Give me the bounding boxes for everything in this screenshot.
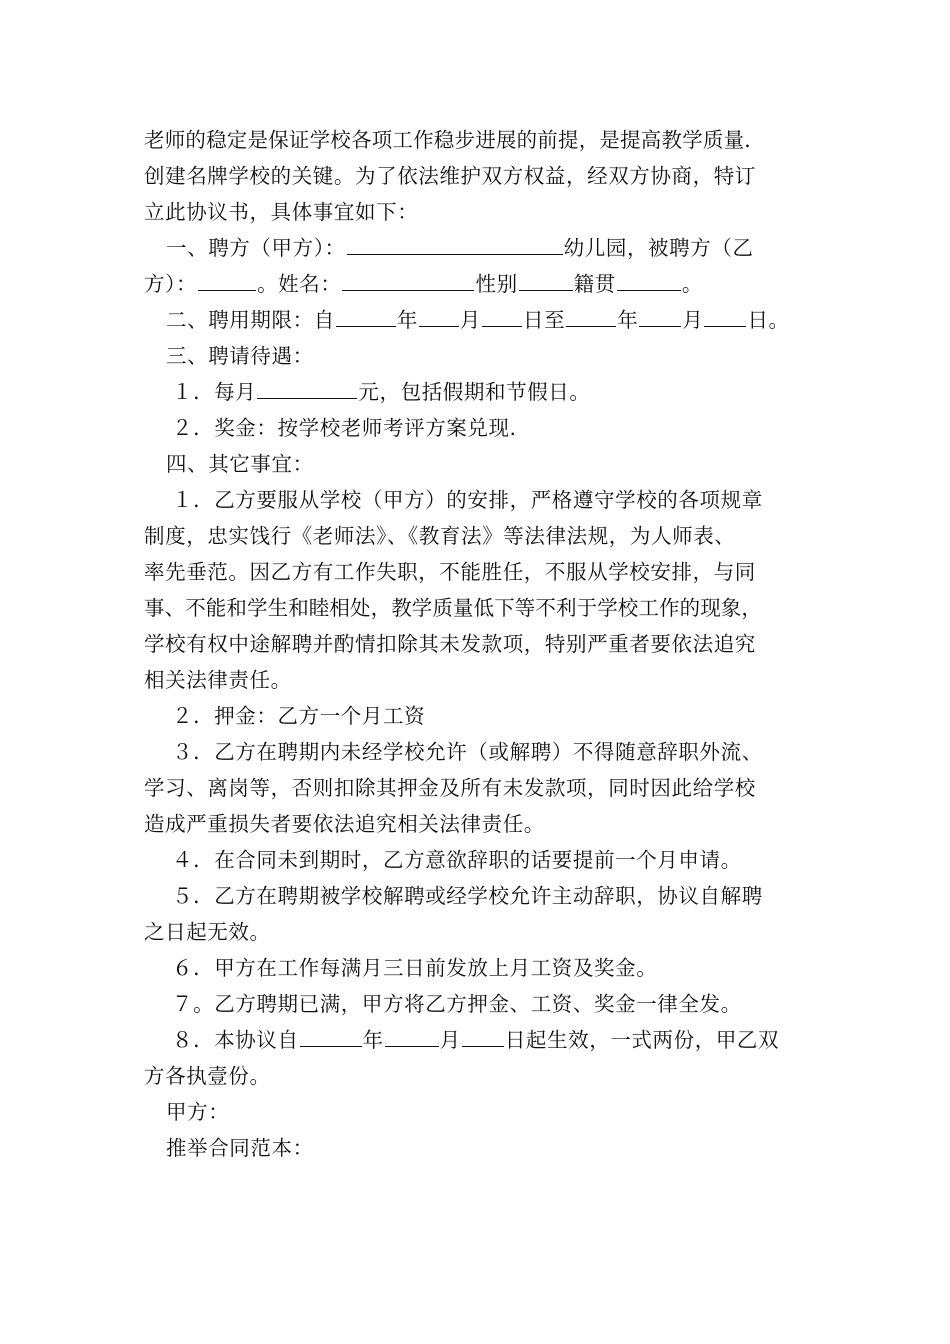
paragraph-line: 造成严重损失者要依法追究相关法律责任。 <box>144 812 545 836</box>
effective-year-blank <box>300 1026 362 1047</box>
paragraph-line: 老师的稳定是保证学校各项工作稳步进展的前提，是提高教学质量． <box>144 128 765 152</box>
paragraph-line: ３．乙方在聘期内未经学校允许（或解聘）不得随意辞职外流、 <box>172 740 763 764</box>
paragraph-line: １．乙方要服从学校（甲方）的安排，严格遵守学校的各项规章 <box>172 488 763 512</box>
party-a-label: 甲方： <box>166 1100 230 1124</box>
end-month-blank <box>639 306 681 327</box>
paragraph-line: 相关法律责任。 <box>144 668 292 692</box>
clause-term-line: 二、聘用期限：自 年 月 日至 年 月 日。 <box>166 308 790 332</box>
effective-month-blank <box>385 1026 439 1047</box>
paragraph-line: ６．甲方在工作每满月三日前发放上月工资及奖金。 <box>172 956 658 980</box>
paragraph-line: 率先垂范。因乙方有工作失职，不能胜任，不服从学校安排，与同 <box>144 560 756 584</box>
gender-blank <box>519 270 573 291</box>
paragraph-line: 立此协议书，具体事宜如下： <box>144 200 419 224</box>
end-year-blank <box>566 306 616 327</box>
section-heading: 三、聘请待遇： <box>166 344 314 368</box>
paragraph-line: ５．乙方在聘期被学校解聘或经学校允许主动辞职，协议自解聘 <box>172 884 763 908</box>
effective-day-blank <box>462 1026 504 1047</box>
paragraph-line: 方各执壹份。 <box>144 1064 271 1088</box>
paragraph-line: 之日起无效。 <box>144 920 271 944</box>
section-heading: 四、其它事宜： <box>166 452 314 476</box>
start-year-blank <box>336 306 396 327</box>
clause-employer-line: 一、聘方（甲方）： 幼儿园，被聘方（乙 <box>166 236 754 260</box>
hometown-blank <box>617 270 681 291</box>
paragraph-line: ４．在合同未到期时，乙方意欲辞职的话要提前一个月申请。 <box>172 848 742 872</box>
bonus-line: ２．奖金：按学校老师考评方案兑现． <box>172 416 531 440</box>
salary-blank <box>257 378 357 399</box>
deposit-line: ２．押金：乙方一个月工资 <box>172 704 426 728</box>
paragraph-line: 学习、离岗等，否则扣除其押金及所有未发款项，同时因此给学校 <box>144 776 756 800</box>
name-blank <box>342 270 474 291</box>
clause-employee-line: 方）： 。姓名： 性别 籍贯 。 <box>144 272 703 296</box>
effective-date-line: ８．本协议自 年 月 日起生效，一式两份，甲乙双 <box>172 1028 780 1052</box>
end-day-blank <box>704 306 746 327</box>
paragraph-line: 制度，忠实饯行《老师法》、《教育法》等法律法规，为人师表、 <box>144 524 736 548</box>
salary-line: １．每月 元，包括假期和节假日。 <box>172 380 591 404</box>
start-day-blank <box>482 306 522 327</box>
employer-blank <box>347 234 563 255</box>
paragraph-line: 学校有权中途解聘并酌情扣除其未发款项，特别严重者要依法追究 <box>144 632 756 656</box>
paragraph-line: 创建名牌学校的关键。为了依法维护双方权益，经双方协商，特订 <box>144 164 756 188</box>
recommend-label: 推举合同范本： <box>166 1136 314 1160</box>
paragraph-line: 事、不能和学生和睦相处，教学质量低下等不利于学校工作的现象， <box>144 596 762 620</box>
start-month-blank <box>419 306 459 327</box>
employee-blank <box>198 270 256 291</box>
paragraph-line: ７。乙方聘期已满，甲方将乙方押金、工资、奖金一律全发。 <box>172 992 742 1016</box>
